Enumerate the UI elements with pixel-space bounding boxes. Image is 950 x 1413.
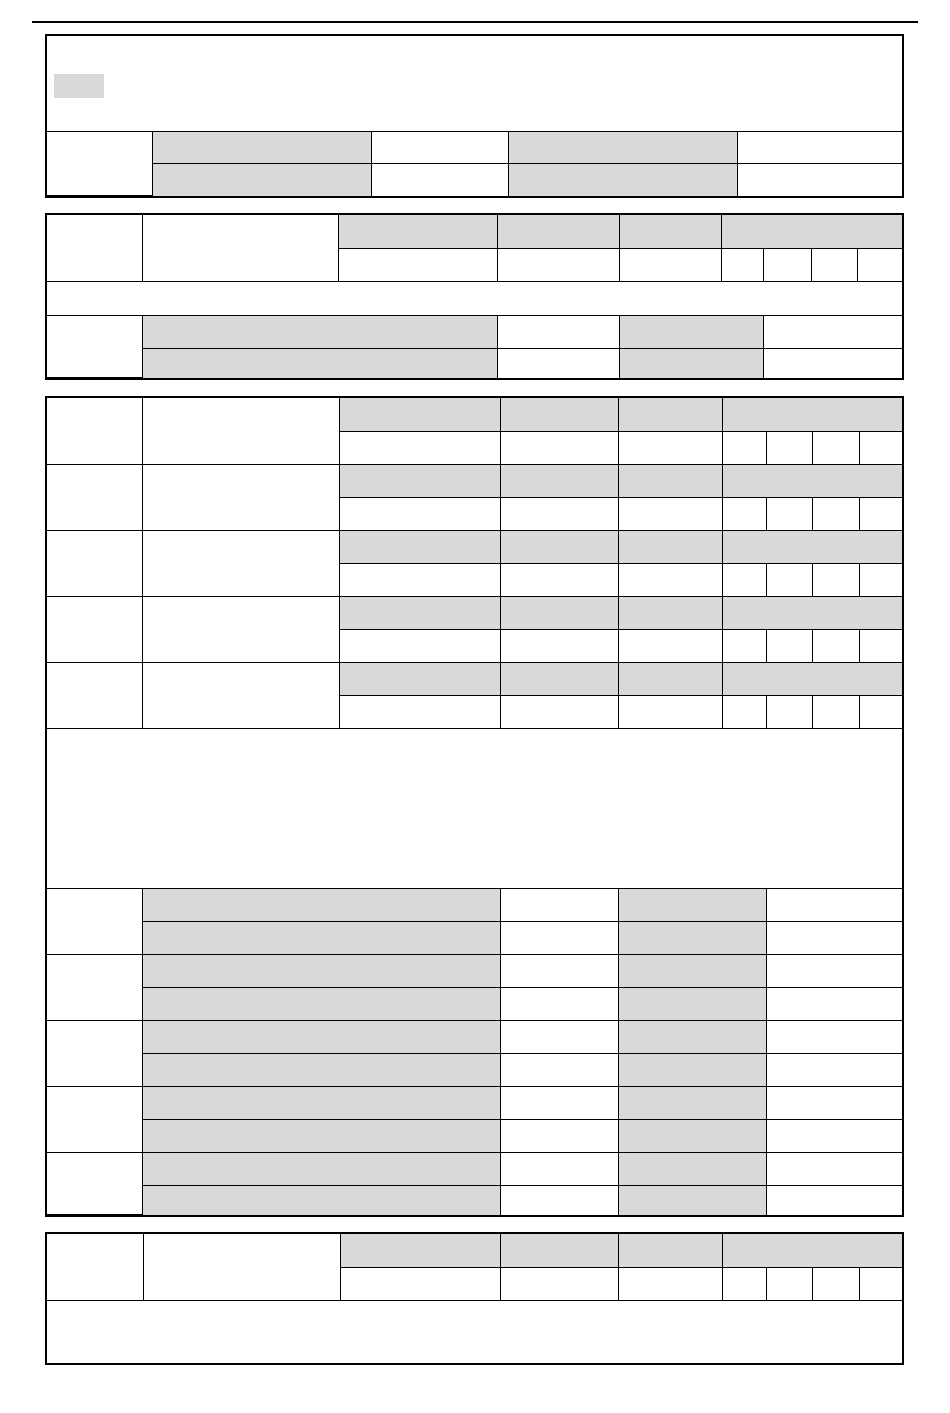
check-cell[interactable] xyxy=(722,629,766,662)
check-cell[interactable] xyxy=(859,431,902,464)
check-cell[interactable] xyxy=(763,248,811,281)
field-label xyxy=(142,987,500,1020)
row-name-cell[interactable] xyxy=(142,398,339,464)
field-label xyxy=(142,1152,500,1185)
value-cell[interactable] xyxy=(500,629,618,662)
value-cell[interactable] xyxy=(339,563,500,596)
row-label xyxy=(47,398,142,464)
field-label xyxy=(618,954,766,987)
check-cell[interactable] xyxy=(811,248,857,281)
field-value[interactable] xyxy=(766,954,902,987)
field-value[interactable] xyxy=(497,348,619,378)
header-field-value[interactable] xyxy=(737,164,902,196)
check-cell[interactable] xyxy=(859,629,902,662)
section-two-table xyxy=(47,215,902,378)
row-name-cell[interactable] xyxy=(142,530,339,596)
full-width-row[interactable] xyxy=(47,281,902,315)
field-value[interactable] xyxy=(500,1185,618,1215)
value-cell[interactable] xyxy=(500,431,618,464)
page-top-rule xyxy=(32,21,918,23)
field-value[interactable] xyxy=(500,1020,618,1053)
header-field-label xyxy=(508,164,737,196)
field-label xyxy=(142,1086,500,1119)
header-field-label xyxy=(508,132,737,164)
row-label xyxy=(47,1152,142,1215)
column-header-cell xyxy=(339,596,500,629)
value-cell[interactable] xyxy=(500,695,618,728)
column-header-cell xyxy=(619,215,721,248)
check-cell[interactable] xyxy=(859,563,902,596)
row-label xyxy=(47,464,142,530)
footer-notes-area[interactable] xyxy=(47,1300,902,1363)
check-cell[interactable] xyxy=(812,563,859,596)
header-field-value[interactable] xyxy=(371,132,508,164)
column-header-cell xyxy=(722,1234,902,1267)
column-header-cell xyxy=(339,398,500,431)
check-cell[interactable] xyxy=(859,1267,902,1300)
column-header-cell xyxy=(618,1234,722,1267)
field-label xyxy=(142,1119,500,1152)
check-cell[interactable] xyxy=(812,431,859,464)
column-header-cell xyxy=(721,215,902,248)
header-field-label xyxy=(152,164,371,196)
field-value[interactable] xyxy=(500,1152,618,1185)
row-name-cell[interactable] xyxy=(142,215,338,281)
check-cell[interactable] xyxy=(766,695,812,728)
header-field-label xyxy=(152,132,371,164)
column-header-cell xyxy=(618,596,722,629)
check-cell[interactable] xyxy=(722,431,766,464)
field-label xyxy=(142,348,497,378)
check-cell[interactable] xyxy=(812,695,859,728)
value-cell[interactable] xyxy=(618,695,722,728)
value-cell[interactable] xyxy=(340,1267,500,1300)
row-name-cell[interactable] xyxy=(142,662,339,728)
check-cell[interactable] xyxy=(722,695,766,728)
check-cell[interactable] xyxy=(766,629,812,662)
field-label xyxy=(618,1086,766,1119)
field-value[interactable] xyxy=(766,1053,902,1086)
row-label xyxy=(47,215,142,281)
field-label xyxy=(142,1053,500,1086)
field-label xyxy=(618,921,766,954)
header-row-label xyxy=(47,132,152,196)
field-value[interactable] xyxy=(766,1086,902,1119)
field-label xyxy=(142,954,500,987)
column-header-cell xyxy=(618,662,722,695)
row-name-cell[interactable] xyxy=(142,596,339,662)
row-name-cell[interactable] xyxy=(143,1234,340,1300)
field-value[interactable] xyxy=(766,987,902,1020)
field-value[interactable] xyxy=(766,888,902,921)
header-field-value[interactable] xyxy=(371,164,508,196)
column-header-cell xyxy=(618,464,722,497)
field-label xyxy=(618,888,766,921)
value-cell[interactable] xyxy=(500,563,618,596)
column-header-cell xyxy=(722,398,902,431)
field-value[interactable] xyxy=(500,1086,618,1119)
value-cell[interactable] xyxy=(339,695,500,728)
column-header-cell xyxy=(500,398,618,431)
field-value[interactable] xyxy=(500,1119,618,1152)
value-cell[interactable] xyxy=(338,248,497,281)
value-cell[interactable] xyxy=(339,431,500,464)
field-value[interactable] xyxy=(763,348,902,378)
column-header-cell xyxy=(722,596,902,629)
row-label xyxy=(47,888,142,954)
field-value[interactable] xyxy=(766,1185,902,1215)
value-cell[interactable] xyxy=(500,497,618,530)
field-label xyxy=(618,1152,766,1185)
value-cell[interactable] xyxy=(339,497,500,530)
row-label xyxy=(47,1020,142,1086)
field-label xyxy=(618,1119,766,1152)
check-cell[interactable] xyxy=(812,1267,859,1300)
field-value[interactable] xyxy=(766,1020,902,1053)
field-label xyxy=(618,1053,766,1086)
section-three-table xyxy=(47,398,902,1215)
value-cell[interactable] xyxy=(618,497,722,530)
section-two xyxy=(45,213,904,380)
field-label xyxy=(142,315,497,348)
row-label xyxy=(47,530,142,596)
notes-area[interactable] xyxy=(47,728,902,888)
header-section xyxy=(45,34,904,198)
column-header-cell xyxy=(618,398,722,431)
field-value[interactable] xyxy=(500,888,618,921)
value-cell[interactable] xyxy=(618,629,722,662)
column-header-cell xyxy=(339,530,500,563)
column-header-cell xyxy=(500,530,618,563)
check-cell[interactable] xyxy=(766,431,812,464)
column-header-cell xyxy=(340,1234,500,1267)
row-label xyxy=(47,954,142,1020)
check-cell[interactable] xyxy=(766,563,812,596)
check-cell[interactable] xyxy=(812,497,859,530)
check-cell[interactable] xyxy=(766,497,812,530)
column-header-cell xyxy=(618,530,722,563)
value-cell[interactable] xyxy=(497,248,619,281)
column-header-cell xyxy=(500,1234,618,1267)
row-label xyxy=(47,596,142,662)
section-four xyxy=(45,1232,904,1365)
header-title-area xyxy=(47,36,902,132)
section-four-table xyxy=(47,1234,902,1363)
check-cell[interactable] xyxy=(721,248,763,281)
field-label xyxy=(618,1020,766,1053)
field-label xyxy=(619,348,763,378)
check-cell[interactable] xyxy=(722,1267,766,1300)
column-header-cell xyxy=(500,464,618,497)
column-header-cell xyxy=(497,215,619,248)
column-header-cell xyxy=(722,662,902,695)
field-label xyxy=(618,987,766,1020)
field-value[interactable] xyxy=(500,921,618,954)
column-header-cell xyxy=(500,596,618,629)
field-label xyxy=(142,921,500,954)
check-cell[interactable] xyxy=(859,497,902,530)
field-value[interactable] xyxy=(500,987,618,1020)
row-label xyxy=(47,662,142,728)
column-header-cell xyxy=(500,662,618,695)
field-value[interactable] xyxy=(497,315,619,348)
value-cell[interactable] xyxy=(500,1267,618,1300)
row-label xyxy=(47,1086,142,1152)
header-info-table xyxy=(47,132,902,196)
field-label xyxy=(142,888,500,921)
column-header-cell xyxy=(339,464,500,497)
field-label xyxy=(142,1185,500,1215)
field-value[interactable] xyxy=(766,1119,902,1152)
field-value[interactable] xyxy=(500,954,618,987)
column-header-cell xyxy=(722,530,902,563)
field-value[interactable] xyxy=(766,921,902,954)
check-cell[interactable] xyxy=(812,629,859,662)
value-cell[interactable] xyxy=(618,431,722,464)
check-cell[interactable] xyxy=(857,248,902,281)
value-cell[interactable] xyxy=(618,1267,722,1300)
column-header-cell xyxy=(339,662,500,695)
row-label xyxy=(47,315,142,378)
field-label xyxy=(618,1185,766,1215)
row-name-cell[interactable] xyxy=(142,464,339,530)
header-field-value[interactable] xyxy=(737,132,902,164)
header-badge xyxy=(54,74,104,98)
section-three xyxy=(45,396,904,1217)
value-cell[interactable] xyxy=(619,248,721,281)
value-cell[interactable] xyxy=(339,629,500,662)
value-cell[interactable] xyxy=(618,563,722,596)
field-label xyxy=(619,315,763,348)
field-label xyxy=(142,1020,500,1053)
column-header-cell xyxy=(338,215,497,248)
check-cell[interactable] xyxy=(766,1267,812,1300)
check-cell[interactable] xyxy=(722,497,766,530)
field-value[interactable] xyxy=(766,1152,902,1185)
row-label xyxy=(47,1234,143,1300)
column-header-cell xyxy=(722,464,902,497)
field-value[interactable] xyxy=(500,1053,618,1086)
field-value[interactable] xyxy=(763,315,902,348)
check-cell[interactable] xyxy=(859,695,902,728)
check-cell[interactable] xyxy=(722,563,766,596)
